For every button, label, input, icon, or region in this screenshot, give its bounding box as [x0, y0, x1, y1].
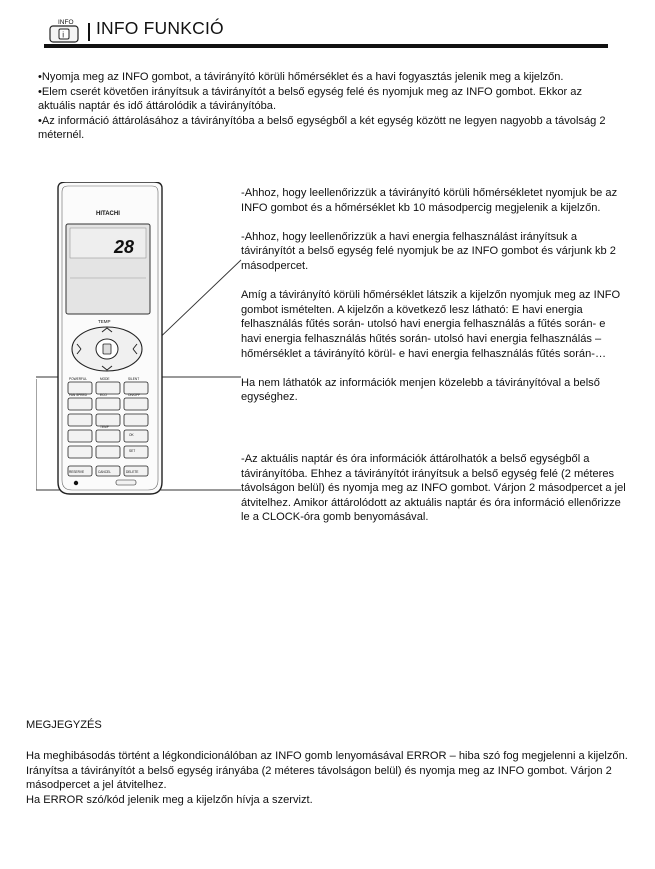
intro-text: [38, 70, 608, 143]
page-header: [44, 14, 608, 50]
svg-text:i: i: [62, 30, 65, 40]
svg-text:FAN SPEED: FAN SPEED: [69, 393, 87, 397]
intro-bullet-2: •Elem cserét követően irányítsuk a távirányítót a belső egység felé és nyomjuk meg az INFO gombot. Ekkor az aktuális naptár és idő áttárolódik a távirányítóba.: [38, 85, 583, 113]
svg-text:POWERFUL: POWERFUL: [69, 377, 88, 381]
remote-brand: HITACHI: [96, 211, 120, 217]
intro-bullet-3: •Az információ áttárolásához a távirányítóba a belső egységből a két egység között ne legyen nagyobb a távolság 2 méternél.: [38, 114, 606, 142]
note-move-closer: Ha nem láthatók az információk menjen közelebb a távirányítóval a belső egységhez.: [241, 376, 600, 404]
note-body: [26, 749, 636, 807]
remote-display-value: 28: [114, 237, 135, 257]
header-rule: [44, 44, 608, 48]
header-separator: [88, 23, 90, 41]
svg-text:OK: OK: [129, 433, 134, 437]
svg-text:SILENT: SILENT: [128, 377, 140, 381]
info-icon-label: INFO: [58, 19, 74, 26]
note-clock-transfer: -Az aktuális naptár és óra információk áttárolhatók a belső egységből a távirányítóba. Ehhez a távirányítót irányítsuk a belső egység felé (2 méteres távolságon belül) és nyomja meg az INFO gombot. Várjon 2 másodpercet a jel átvitelhez. Amikor áttárolódott az aktuális naptár és óra információ ellenőrizze le a CLOCK-óra gomb benyomásával.: [241, 452, 626, 524]
svg-text:ON/OFF: ON/OFF: [128, 393, 141, 397]
feature-notes: [241, 186, 626, 525]
svg-text:CANCEL: CANCEL: [98, 470, 111, 474]
intro-bullet-1: •Nyomja meg az INFO gombot, a távirányító körüli hőmérséklet és a havi fogyasztás jelenik meg a kijelzőn.: [38, 71, 564, 83]
svg-text:RESERVE: RESERVE: [69, 470, 85, 474]
page-title: INFO FUNKCIÓ: [96, 18, 224, 38]
remote-control-illustration: [36, 182, 246, 542]
svg-text:ECO: ECO: [100, 393, 107, 397]
svg-text:DELETE: DELETE: [126, 470, 139, 474]
svg-text:TEMP: TEMP: [98, 319, 111, 324]
note-energy-check: -Ahhoz, hogy leellenőrizzük a havi energia felhasználást irányítsuk a távirányítót a belső egység felé nyomjuk be az INFO gombot és várjunk kb 2 másodpercet.: [241, 230, 616, 272]
note-line-3: Ha ERROR szó/kód jelenik meg a kijelzőn hívja a szervizt.: [26, 793, 313, 806]
note-heading: MEGJEGYZÉS: [26, 719, 102, 731]
svg-text:SET: SET: [129, 449, 136, 453]
note-display-sequence: Amíg a távirányító körüli hőmérséklet látszik a kijelzőn nyomjuk meg az INFO gombot ismételten. A kijelzőn a következő lesz látható: E havi energia felhasználás fűtés során- utolsó havi energia felhasználás a fűtés során- e havi energia felhasználás hűtés során- utolsó havi energia felhasználás – hőmérséklet a távirányító körül- e havi energia felhasználás fűtés során-…: [241, 289, 621, 360]
info-button-icon: [48, 16, 80, 44]
note-line-2: Irányítsa a távirányítót a belső egység irányába (2 méteres távolságon belül) és nyomja meg az INFO gombot. Várjon 2 másodpercet a jel átvitelhez.: [26, 764, 612, 792]
svg-text:MODE: MODE: [100, 377, 110, 381]
note-line-1: Ha meghibásodás történt a légkondicionálóban az INFO gomb lenyomásával ERROR – hiba szó fog megjelenni a kijelzőn.: [26, 750, 628, 762]
svg-text:TEMP: TEMP: [100, 425, 109, 429]
note-temperature-check: -Ahhoz, hogy leellenőrizzük a távirányító körüli hőmérsékletet nyomjuk be az INFO gombot és a hőmérséklet kb 10 másodpercig megjelenik a kijelzőn.: [241, 187, 618, 214]
